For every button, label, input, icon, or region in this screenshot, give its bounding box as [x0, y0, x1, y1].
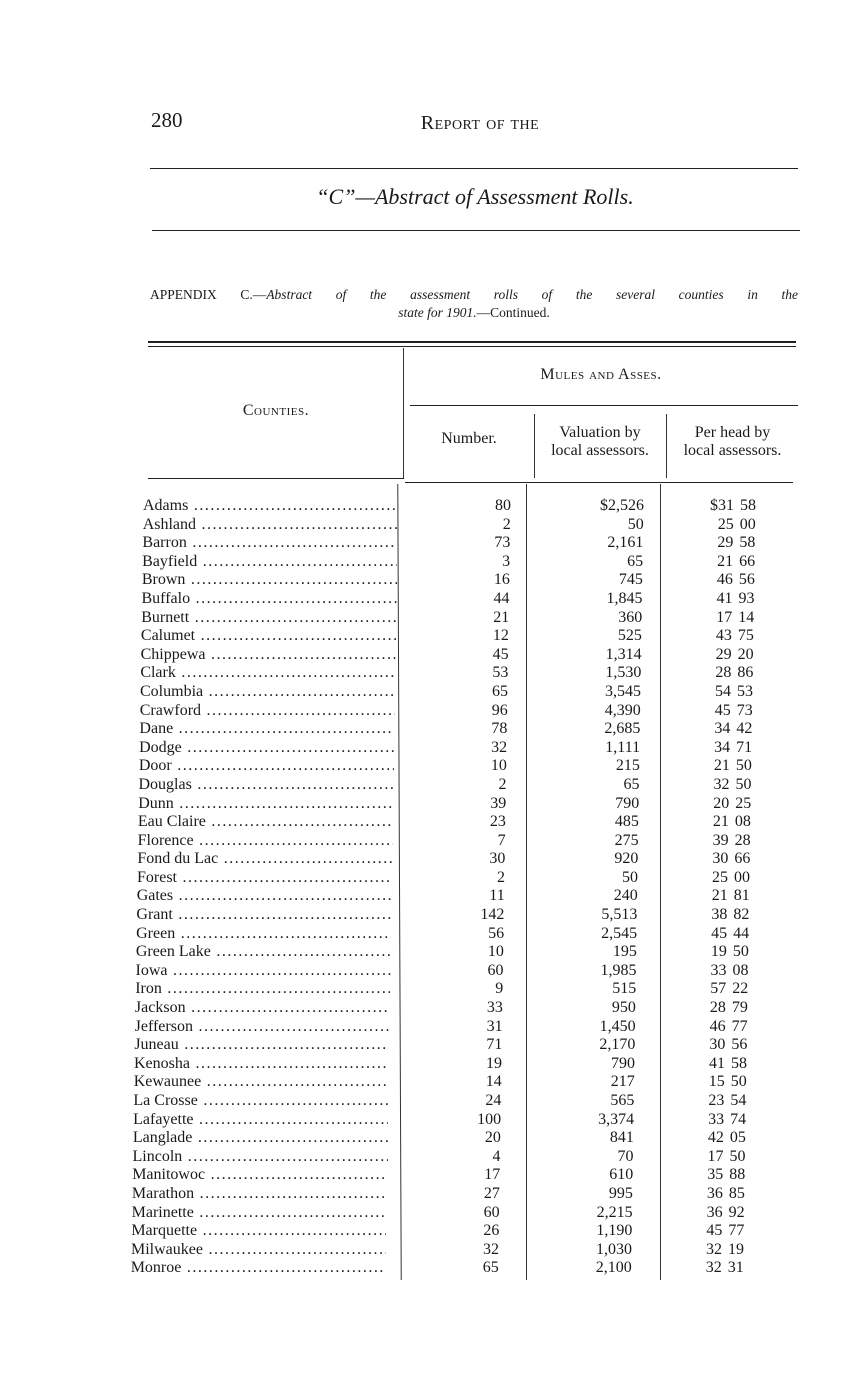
mules-valuation: 3,374	[598, 1110, 635, 1128]
table-row	[126, 943, 826, 962]
mules-valuation: 70	[617, 1147, 634, 1165]
table-row	[121, 1259, 821, 1278]
county-name: Buffalo .....	[142, 590, 397, 609]
per-head-dollars: 36	[706, 1203, 723, 1221]
table-row	[121, 1222, 821, 1241]
county-name: Iron .....	[135, 980, 390, 999]
mules-number: 56	[488, 924, 505, 942]
per-head-cents: 00	[734, 868, 750, 886]
table-row	[123, 1092, 823, 1111]
per-head-dollars: 45	[711, 924, 728, 942]
county-name: Jefferson .....	[135, 1018, 390, 1037]
table-row	[133, 516, 833, 535]
caption-italic-line2: state for 1901.	[398, 305, 477, 320]
per-head-dollars: 30	[709, 1036, 726, 1054]
header-rule-group	[410, 405, 798, 406]
table-caption	[150, 286, 798, 322]
mules-valuation: 1,111	[605, 738, 641, 756]
per-head-dollars: 38	[711, 906, 728, 924]
mules-number: 16	[493, 571, 510, 589]
county-name: Lafayette .....	[133, 1111, 388, 1130]
table-row	[132, 534, 832, 553]
mules-number: 39	[490, 794, 507, 812]
per-head-cents: 88	[729, 1166, 746, 1184]
mules-number: 2	[502, 515, 511, 533]
mules-number: 23	[489, 813, 506, 831]
mules-number: 100	[477, 1110, 502, 1128]
mules-number: 31	[486, 1017, 503, 1035]
table-row	[122, 1166, 822, 1185]
per-head-dollars: 43	[715, 627, 732, 645]
valuation-header	[535, 424, 665, 460]
per-head-cents: 77	[728, 1222, 745, 1240]
mules-valuation: 1,450	[599, 1017, 636, 1035]
table-row	[130, 683, 830, 702]
per-head-dollars: 41	[716, 589, 733, 607]
table-row	[124, 1036, 824, 1055]
mules-number: 2	[497, 868, 505, 886]
county-name: La Crosse .....	[133, 1092, 388, 1111]
county-name: Forest .....	[137, 869, 392, 888]
table-row	[129, 757, 829, 776]
county-name: Adams .....	[143, 497, 398, 516]
mules-valuation: 360	[618, 608, 643, 626]
mules-number: 2	[498, 775, 507, 793]
mules-number: 96	[491, 701, 508, 719]
per-head-dollars: 30	[712, 850, 729, 868]
county-name: Jackson .....	[135, 999, 390, 1018]
mules-number: 21	[493, 608, 510, 626]
table-row	[122, 1204, 822, 1223]
valuation-header-line2: local assessors.	[551, 442, 649, 459]
mules-number: 10	[487, 943, 504, 961]
per-head-dollars: 29	[717, 534, 734, 552]
table-row	[127, 869, 827, 888]
mules-number: 60	[483, 1203, 500, 1221]
mules-valuation: 525	[617, 627, 642, 645]
per-head-dollars: 57	[710, 980, 727, 998]
mules-number: 60	[487, 961, 504, 979]
county-name: Columbia .....	[140, 683, 395, 702]
header-rule-bottom-right	[405, 482, 793, 483]
table-row	[133, 497, 833, 516]
per-head-header-line2: local assessors.	[683, 442, 782, 459]
mules-valuation: 790	[615, 794, 640, 812]
per-head-cents: 85	[728, 1184, 745, 1202]
mules-valuation: 920	[614, 850, 639, 868]
per-head-cents: 74	[730, 1110, 747, 1128]
per-head-dollars: 17	[716, 608, 733, 626]
county-name: Burnett .....	[141, 609, 396, 628]
county-name: Clark .....	[140, 664, 395, 683]
county-name: Monroe .....	[131, 1259, 386, 1278]
per-head-cents: 08	[732, 961, 749, 979]
county-name: Gates .....	[137, 887, 392, 906]
county-name: Dodge .....	[139, 739, 394, 758]
mules-valuation: 2,545	[601, 924, 638, 942]
table-row	[129, 739, 829, 758]
table-row	[128, 832, 828, 851]
table-rule-thick	[148, 341, 796, 343]
per-head-cents: 31	[727, 1259, 744, 1277]
per-head-dollars: 21	[717, 552, 734, 570]
table-row	[130, 664, 830, 683]
valuation-header-line1: Valuation by	[559, 424, 641, 441]
per-head-dollars: 21	[712, 813, 729, 831]
county-name: Marinette .....	[132, 1204, 387, 1223]
mules-number: 80	[495, 497, 511, 514]
per-head-cents: 28	[734, 831, 751, 849]
per-head-cents: 79	[731, 999, 748, 1017]
per-head-cents: 71	[736, 738, 753, 756]
table-row	[128, 795, 828, 814]
per-head-cents: 56	[738, 571, 755, 589]
table-row	[129, 776, 829, 795]
mules-valuation: 1,190	[596, 1222, 633, 1240]
header-vline-counties	[403, 348, 404, 478]
per-head-cents: 92	[728, 1203, 745, 1221]
per-head-cents: 50	[735, 757, 752, 775]
mules-valuation: 5,513	[601, 906, 638, 924]
per-head-cents: 50	[735, 775, 752, 793]
mules-valuation: 217	[610, 1073, 635, 1091]
mules-number: 78	[491, 720, 508, 738]
mules-number: 71	[486, 1036, 503, 1054]
county-name: Douglas .....	[139, 776, 394, 795]
table-row	[132, 590, 832, 609]
per-head-dollars: 15	[708, 1073, 725, 1091]
mules-valuation: 50	[622, 868, 638, 886]
per-head-cents: 44	[733, 924, 750, 942]
per-head-cents: 50	[730, 1073, 747, 1091]
mules-valuation: 2,685	[604, 720, 641, 738]
mules-number: 142	[480, 906, 505, 924]
mules-number: 45	[492, 645, 509, 663]
per-head-dollars: 25	[717, 515, 734, 533]
mules-number: 7	[497, 831, 506, 849]
table-row	[128, 813, 828, 832]
table-row	[126, 906, 826, 925]
per-head-dollars: 32	[705, 1259, 722, 1277]
mules-valuation: 995	[608, 1184, 633, 1202]
table-row	[125, 999, 825, 1018]
per-head-cents: 53	[737, 682, 753, 700]
county-name: Dunn .....	[138, 795, 393, 814]
per-head-dollars: 36	[706, 1184, 723, 1202]
mules-valuation: 745	[618, 571, 643, 589]
per-head-dollars: 39	[712, 831, 729, 849]
county-name: Juneau .....	[134, 1036, 389, 1055]
mules-valuation: 275	[614, 831, 639, 849]
county-name: Langlade .....	[133, 1129, 388, 1148]
section-title: “C”—Abstract of Assessment Rolls.	[316, 184, 634, 209]
per-head-cents: 00	[739, 515, 756, 533]
table-row	[121, 1241, 821, 1260]
mules-valuation: 1,530	[605, 664, 642, 682]
mules-number: 17	[484, 1166, 501, 1184]
county-name: Bayfield .....	[142, 553, 397, 572]
county-name: Brown .....	[142, 571, 397, 590]
mules-valuation: 610	[609, 1166, 634, 1184]
table-row	[131, 646, 831, 665]
mules-valuation: 195	[612, 943, 637, 961]
mules-number: 24	[485, 1092, 502, 1109]
table-row	[122, 1185, 822, 1204]
county-name: Milwaukee .....	[131, 1241, 386, 1260]
mules-number: 32	[491, 738, 508, 756]
per-head-dollars: 20	[713, 794, 730, 812]
number-header: Number.	[441, 430, 497, 447]
mules-asses-header: Mules and Asses.	[540, 366, 662, 383]
per-head-cents: 42	[736, 720, 753, 738]
mules-valuation: 215	[615, 757, 640, 775]
per-head-dollars: 54	[715, 682, 731, 700]
per-head-dollars: 32	[706, 1240, 722, 1258]
per-head-cents: 75	[737, 627, 754, 645]
mules-valuation: 2,100	[595, 1259, 632, 1277]
table-row	[131, 627, 831, 646]
caption-suffix: —Continued.	[476, 305, 550, 320]
county-name: Ashland .....	[143, 516, 398, 535]
per-head-dollars: 23	[708, 1092, 725, 1109]
caption-italic-line1: Abstract of the assessment rolls of the several counties in the	[266, 287, 798, 302]
header-rule-bottom-left	[148, 478, 404, 479]
per-head-dollars: 32	[713, 775, 730, 793]
county-name: Iowa .....	[136, 962, 391, 981]
mules-valuation: 240	[613, 887, 638, 905]
per-head-cents: 58	[740, 497, 756, 514]
table-row	[132, 571, 832, 590]
mules-number: 14	[485, 1073, 502, 1091]
table-row	[124, 1055, 824, 1074]
per-head-cents: 73	[736, 701, 753, 719]
per-head-dollars: 35	[707, 1166, 724, 1184]
table-row	[129, 720, 829, 739]
mules-number: 9	[495, 980, 504, 998]
per-head-cents: 20	[737, 645, 754, 663]
per-head-cents: 14	[738, 608, 755, 626]
mules-valuation: $2,526	[600, 497, 644, 514]
per-head-cents: 82	[733, 906, 750, 924]
mules-valuation: 1,985	[600, 961, 637, 979]
per-head-dollars: 46	[716, 571, 733, 589]
table-row	[132, 553, 832, 572]
per-head-cents: 58	[731, 1054, 747, 1072]
per-head-cents: 50	[732, 943, 749, 961]
mules-valuation: 790	[611, 1054, 635, 1072]
mules-number: 11	[489, 887, 505, 905]
per-head-dollars: 45	[706, 1222, 723, 1240]
mules-number: 10	[490, 757, 507, 775]
mules-number: 65	[482, 1259, 499, 1277]
county-name: Door .....	[139, 757, 394, 776]
counties-header: Counties.	[242, 402, 310, 419]
county-name: Crawford .....	[140, 702, 395, 721]
table-body	[130, 497, 833, 1278]
per-head-cents: 66	[739, 552, 756, 570]
county-name: Chippewa .....	[141, 646, 396, 665]
per-head-cents: 25	[735, 794, 752, 812]
mules-valuation: 1,314	[605, 645, 642, 663]
mules-number: 19	[486, 1054, 502, 1072]
per-head-header	[667, 424, 798, 460]
per-head-cents: 22	[732, 980, 749, 998]
mules-valuation: 1,845	[606, 589, 643, 607]
table-row	[131, 609, 831, 628]
per-head-dollars: $31	[710, 497, 734, 514]
table-row	[124, 1073, 824, 1092]
mules-valuation: 3,545	[605, 682, 641, 700]
mules-valuation: 485	[614, 813, 639, 831]
mules-valuation: 565	[610, 1092, 635, 1109]
table-row	[123, 1129, 823, 1148]
county-name: Dane .....	[139, 720, 394, 739]
mules-number: 73	[494, 534, 511, 552]
mules-valuation: 2,161	[607, 534, 644, 552]
county-name: Kenosha .....	[134, 1055, 389, 1074]
per-head-dollars: 28	[709, 999, 726, 1017]
per-head-dollars: 41	[709, 1054, 725, 1072]
per-head-dollars: 28	[715, 664, 732, 682]
per-head-header-line1: Per head by	[694, 424, 771, 441]
table-row	[127, 850, 827, 869]
per-head-dollars: 46	[709, 1017, 726, 1035]
mules-valuation: 841	[609, 1129, 634, 1147]
table-row	[126, 925, 826, 944]
mules-number: 27	[483, 1184, 500, 1202]
per-head-dollars: 25	[712, 868, 728, 886]
mules-number: 30	[489, 850, 506, 868]
county-name: Calumet .....	[141, 627, 396, 646]
table-row	[123, 1148, 823, 1167]
per-head-cents: 50	[729, 1147, 746, 1165]
county-name: Marquette .....	[131, 1222, 386, 1241]
county-name: Grant .....	[136, 906, 391, 925]
per-head-dollars: 21	[713, 757, 730, 775]
per-head-dollars: 17	[707, 1147, 724, 1165]
running-head: Report of the	[420, 112, 540, 134]
mules-number: 33	[486, 999, 503, 1017]
caption-prefix: APPENDIX C.—	[150, 287, 267, 302]
table-rule-thin	[148, 346, 796, 347]
per-head-dollars: 33	[710, 961, 727, 979]
table-row	[130, 702, 830, 721]
mules-valuation: 1,030	[596, 1240, 632, 1258]
per-head-dollars: 34	[714, 720, 731, 738]
page-number: 280	[151, 108, 183, 132]
mules-number: 65	[492, 682, 508, 700]
county-name: Green .....	[136, 925, 391, 944]
mules-number: 12	[492, 627, 509, 645]
mules-number: 44	[493, 589, 510, 607]
per-head-dollars: 29	[715, 645, 732, 663]
mules-valuation: 65	[627, 552, 644, 570]
per-head-cents: 08	[734, 813, 751, 831]
mules-valuation: 950	[611, 999, 636, 1017]
county-name: Kewaunee .....	[134, 1073, 389, 1092]
per-head-dollars: 33	[708, 1110, 725, 1128]
mules-valuation: 50	[627, 515, 644, 533]
table-row	[127, 887, 827, 906]
per-head-cents: 77	[731, 1017, 748, 1035]
mules-number: 20	[484, 1129, 501, 1147]
mules-valuation: 2,170	[599, 1036, 636, 1054]
per-head-cents: 05	[729, 1129, 746, 1147]
per-head-dollars: 34	[714, 738, 731, 756]
county-name: Manitowoc .....	[132, 1166, 387, 1185]
county-name: Florence .....	[138, 832, 393, 851]
mules-valuation: 65	[623, 775, 640, 793]
table-row	[125, 980, 825, 999]
county-name: Barron .....	[142, 534, 397, 553]
per-head-cents: 86	[737, 664, 754, 682]
per-head-dollars: 19	[710, 943, 727, 961]
per-head-cents: 66	[734, 850, 751, 868]
county-name: Eau Claire .....	[138, 813, 393, 832]
mules-number: 26	[483, 1222, 500, 1240]
mules-valuation: 4,390	[604, 701, 641, 719]
mules-valuation: 2,215	[596, 1203, 633, 1221]
title-rule-bottom	[152, 230, 800, 231]
county-name: Fond du Lac .....	[137, 850, 392, 869]
mules-number: 53	[492, 664, 509, 682]
per-head-dollars: 45	[714, 701, 731, 719]
mules-valuation: 515	[612, 980, 637, 998]
per-head-cents: 81	[733, 887, 750, 905]
mules-number: 3	[502, 552, 511, 570]
title-rule-top	[150, 168, 798, 169]
per-head-cents: 58	[739, 534, 756, 552]
county-name: Lincoln .....	[133, 1148, 388, 1167]
table-row	[126, 962, 826, 981]
per-head-cents: 54	[730, 1092, 747, 1109]
per-head-cents: 19	[728, 1240, 744, 1258]
table-row	[123, 1111, 823, 1130]
mules-number: 32	[483, 1240, 499, 1258]
per-head-cents: 93	[738, 589, 755, 607]
per-head-dollars: 21	[711, 887, 728, 905]
per-head-cents: 56	[731, 1036, 748, 1054]
per-head-dollars: 42	[707, 1129, 724, 1147]
county-name: Green Lake .....	[136, 943, 391, 962]
table-row	[125, 1018, 825, 1037]
mules-number: 4	[492, 1147, 501, 1165]
county-name: Marathon .....	[132, 1185, 387, 1204]
